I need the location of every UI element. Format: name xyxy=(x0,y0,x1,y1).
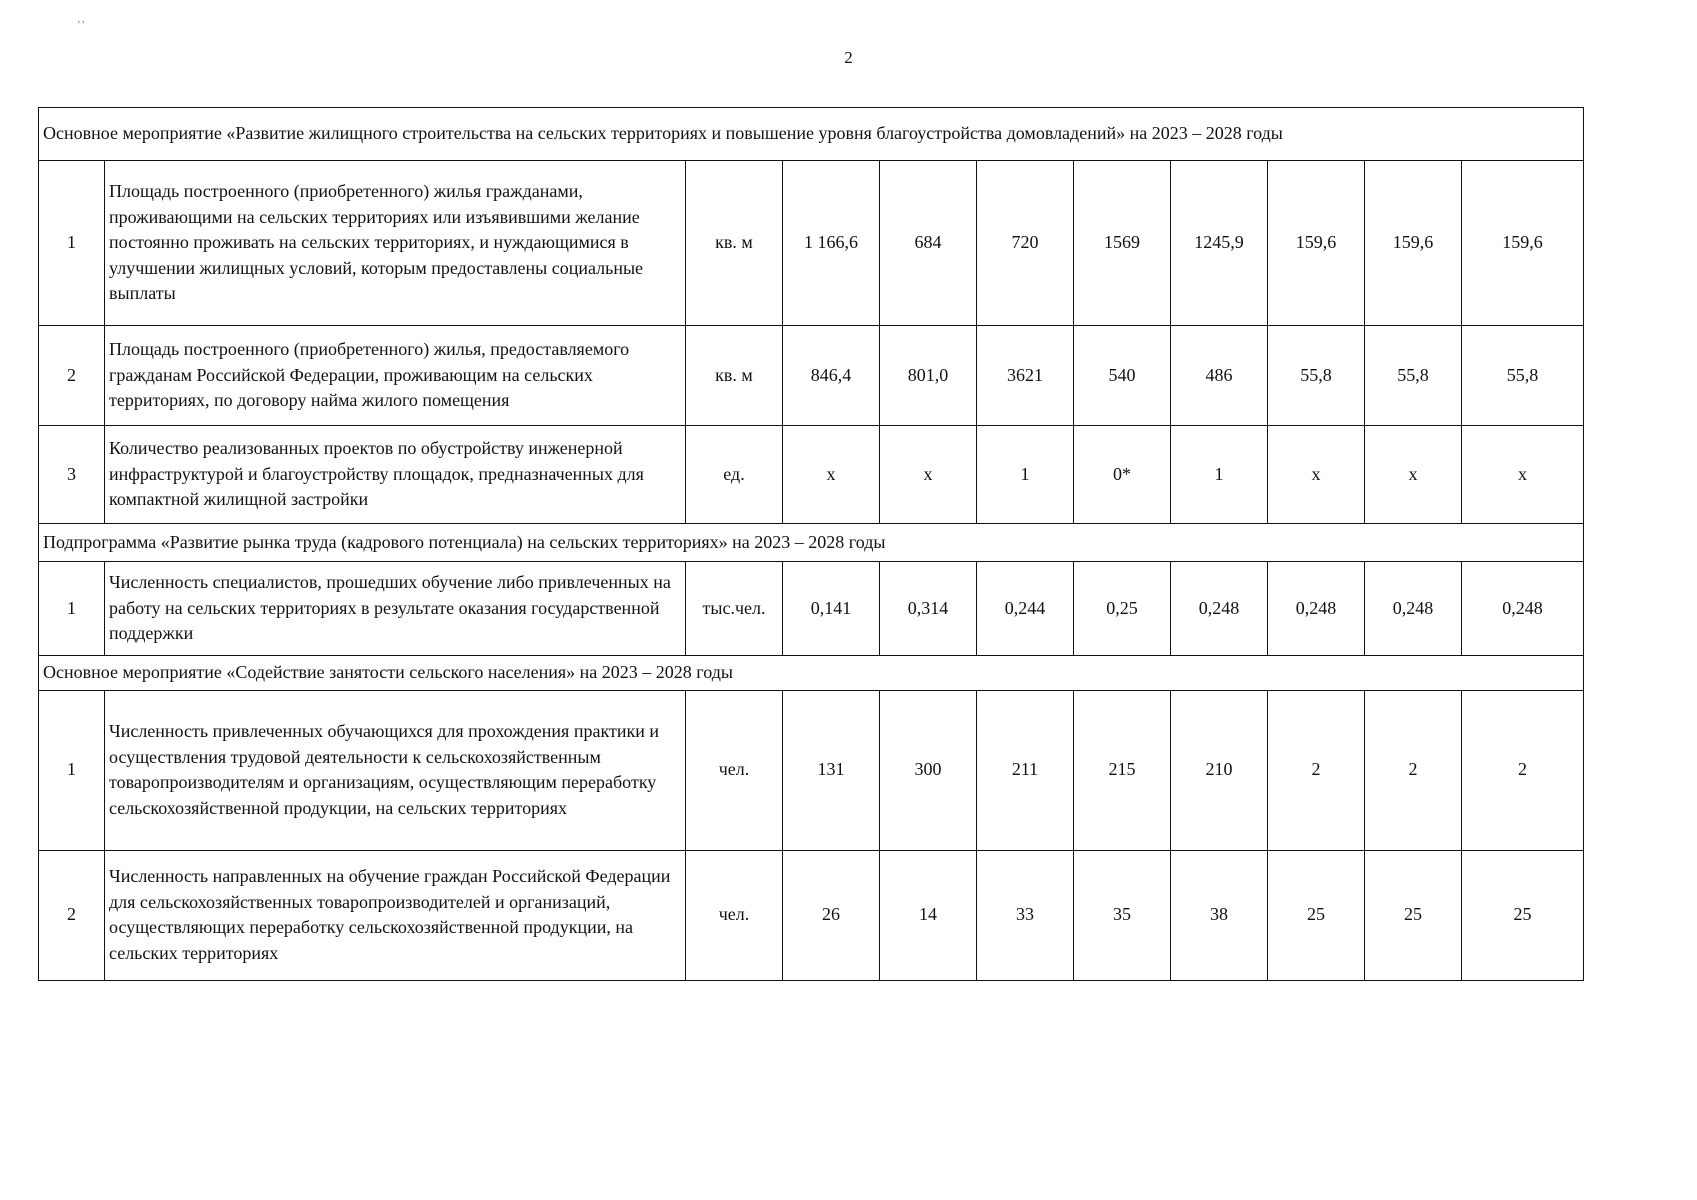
unit-cell: ед. xyxy=(686,426,783,524)
value-cell: 131 xyxy=(783,690,880,850)
value-cell: 1 xyxy=(977,426,1074,524)
value-cell: 25 xyxy=(1365,850,1462,980)
value-cell: 684 xyxy=(880,161,977,326)
value-cell: 55,8 xyxy=(1365,326,1462,426)
value-cell: 0,248 xyxy=(1365,562,1462,656)
value-cell: 2 xyxy=(1462,690,1584,850)
indicator-name: Площадь построенного (приобретенного) жилья гражданами, проживающими на сельских территориях или изъявившими желание постоянно проживать на сельских территориях, и нуждающимися в улучшении жилищных условий, которым предоставлены социальные выплаты xyxy=(105,161,686,326)
value-cell: 210 xyxy=(1171,690,1268,850)
value-cell: 55,8 xyxy=(1462,326,1584,426)
section-title: Подпрограмма «Развитие рынка труда (кадрового потенциала) на сельских территориях» на 2023 – 2028 годы xyxy=(39,524,1584,562)
value-cell: х xyxy=(1268,426,1365,524)
scan-mark: ' ' xyxy=(78,20,85,31)
value-cell: 300 xyxy=(880,690,977,850)
value-cell: 1 166,6 xyxy=(783,161,880,326)
value-cell: х xyxy=(783,426,880,524)
indicators-table xyxy=(38,107,1584,981)
value-cell: х xyxy=(880,426,977,524)
value-cell: 0,141 xyxy=(783,562,880,656)
section-header-row xyxy=(39,524,1584,562)
value-cell: 0,314 xyxy=(880,562,977,656)
value-cell: 159,6 xyxy=(1365,161,1462,326)
indicator-name: Численность привлеченных обучающихся для прохождения практики и осуществления трудовой деятельности к сельскохозяйственным товаропроизводителям и организациям, осуществляющим переработку сельскохозяйственной продукции, на сельских территориях xyxy=(105,690,686,850)
table-row xyxy=(39,562,1584,656)
value-cell: 2 xyxy=(1268,690,1365,850)
value-cell: 1 xyxy=(1171,426,1268,524)
value-cell: 38 xyxy=(1171,850,1268,980)
value-cell: 0,244 xyxy=(977,562,1074,656)
table-row xyxy=(39,690,1584,850)
value-cell: 0,25 xyxy=(1074,562,1171,656)
value-cell: 0,248 xyxy=(1171,562,1268,656)
table-row xyxy=(39,850,1584,980)
section-header-row xyxy=(39,108,1584,161)
indicator-name: Площадь построенного (приобретенного) жилья, предоставляемого гражданам Российской Федерации, проживающим на сельских территориях, по договору найма жилого помещения xyxy=(105,326,686,426)
value-cell: 211 xyxy=(977,690,1074,850)
indicator-name: Численность направленных на обучение граждан Российской Федерации для сельскохозяйственных товаропроизводителей и организаций, осуществляющих переработку сельскохозяйственной продукции, на сельских территориях xyxy=(105,850,686,980)
value-cell: 801,0 xyxy=(880,326,977,426)
table-body xyxy=(39,108,1584,981)
row-number: 1 xyxy=(39,161,105,326)
value-cell: 2 xyxy=(1365,690,1462,850)
indicator-name: Количество реализованных проектов по обустройству инженерной инфраструктурой и благоустройству площадок, предназначенных для компактной жилищной застройки xyxy=(105,426,686,524)
value-cell: 33 xyxy=(977,850,1074,980)
value-cell: 159,6 xyxy=(1268,161,1365,326)
value-cell: 26 xyxy=(783,850,880,980)
value-cell: 486 xyxy=(1171,326,1268,426)
value-cell: 159,6 xyxy=(1462,161,1584,326)
value-cell: 1569 xyxy=(1074,161,1171,326)
section-title: Основное мероприятие «Развитие жилищного строительства на сельских территориях и повышение уровня благоустройства домовладений» на 2023 – 2028 годы xyxy=(39,108,1584,161)
table-row xyxy=(39,161,1584,326)
unit-cell: кв. м xyxy=(686,326,783,426)
value-cell: 3621 xyxy=(977,326,1074,426)
indicator-name: Численность специалистов, прошедших обучение либо привлеченных на работу на сельских территориях в результате оказания государственной поддержки xyxy=(105,562,686,656)
value-cell: 25 xyxy=(1268,850,1365,980)
value-cell: 846,4 xyxy=(783,326,880,426)
section-title: Основное мероприятие «Содействие занятости сельского населения» на 2023 – 2028 годы xyxy=(39,656,1584,691)
table-row xyxy=(39,426,1584,524)
value-cell: 55,8 xyxy=(1268,326,1365,426)
row-number: 1 xyxy=(39,690,105,850)
value-cell: 35 xyxy=(1074,850,1171,980)
value-cell: 540 xyxy=(1074,326,1171,426)
unit-cell: тыс.чел. xyxy=(686,562,783,656)
row-number: 2 xyxy=(39,326,105,426)
value-cell: 1245,9 xyxy=(1171,161,1268,326)
row-number: 3 xyxy=(39,426,105,524)
value-cell: 0,248 xyxy=(1462,562,1584,656)
value-cell: 720 xyxy=(977,161,1074,326)
page-number: 2 xyxy=(844,48,853,67)
value-cell: 25 xyxy=(1462,850,1584,980)
row-number: 2 xyxy=(39,850,105,980)
unit-cell: чел. xyxy=(686,690,783,850)
unit-cell: чел. xyxy=(686,850,783,980)
unit-cell: кв. м xyxy=(686,161,783,326)
table-row xyxy=(39,326,1584,426)
value-cell: 14 xyxy=(880,850,977,980)
row-number: 1 xyxy=(39,562,105,656)
value-cell: х xyxy=(1462,426,1584,524)
value-cell: 0,248 xyxy=(1268,562,1365,656)
value-cell: 215 xyxy=(1074,690,1171,850)
value-cell: х xyxy=(1365,426,1462,524)
section-header-row xyxy=(39,656,1584,691)
value-cell: 0* xyxy=(1074,426,1171,524)
